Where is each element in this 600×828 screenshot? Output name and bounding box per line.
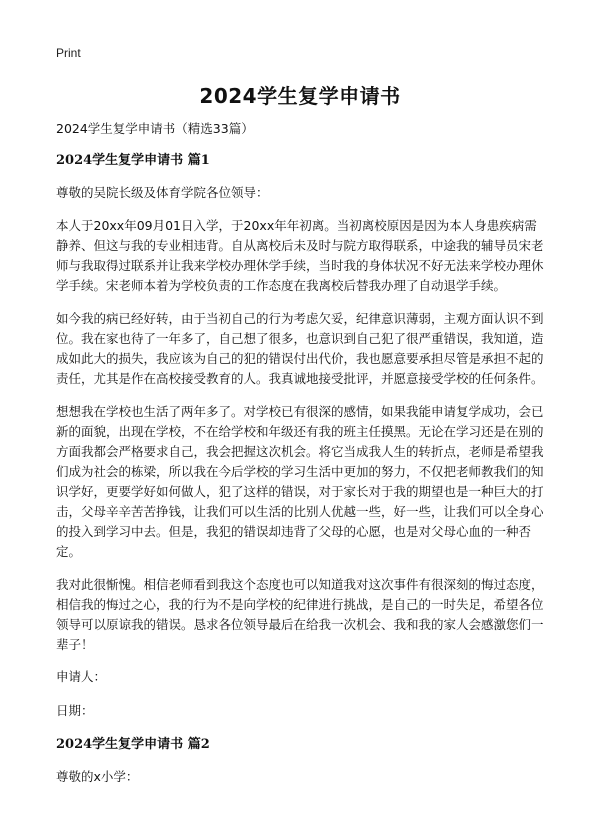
- paragraph: 我对此很惭愧。相信老师看到我这个态度也可以知道我对这次事件有很深刻的悔过态度，相信我的悔过之心，我的行为不是向学校的纪律进行挑战，是自己的一时失足，希望各位领导可以原谅我的错误。恳求各位领导最后在给我一次机会、我和我的家人会感激您们一辈子！: [56, 577, 544, 652]
- section-heading-2: 2024学生复学申请书 篇2: [56, 737, 210, 752]
- document-body: [56, 120, 546, 800]
- paragraph: 如今我的病已经好转，由于当初自己的行为考虑欠妥，纪律意识薄弱，主观方面认识不到位。我在家也待了一年多了，自己想了很多，也意识到自己犯了很严重错误，我知道，造成如此大的损失，我应该为自己的犯的错误付出代价，我也愿意要承担尽管是承担不起的责任，尤其是作在高校接受教育的人。我真诚地接受批评，并愿意接受学校的任何条件。: [56, 311, 544, 386]
- document-subtitle: 2024学生复学申请书（精选33篇）: [56, 121, 254, 136]
- salutation-1: 尊敬的吴院长级及体育学院各位领导：: [56, 185, 269, 200]
- page-title: 2024学生复学申请书: [199, 84, 401, 108]
- applicant-label: 申请人：: [56, 669, 107, 684]
- section-heading-1: 2024学生复学申请书 篇1: [56, 153, 210, 168]
- date-label: 日期：: [56, 703, 94, 718]
- salutation-2: 尊敬的x小学：: [56, 769, 139, 784]
- print-label[interactable]: Print: [56, 46, 81, 60]
- paragraph: 本人于20xx年09月01日入学，于20xx年年初离。当初离校原因是因为本人身患疾病需静养、但这与我的专业相违背。自从离校后未及时与院方取得联系，中途我的辅导员宋老师与我取得过联系并让我来学校办理休学手续，当时我的身体状况不好无法来学校办理休学手续。宋老师本着为学校负责的工作态度在我离校后替我办理了自动退学手续。: [56, 218, 544, 293]
- paragraph: 想想我在学校也生活了两年多了。对学校已有很深的感情，如果我能申请复学成功，会已新的面貌，出现在学校，不在给学校和年级还有我的班主任摸黑。无论在学习还是在别的方面我都会严格要求自己，我会把握这次机会。将它当成我人生的转折点，老师是希望我们成为社会的栋梁，所以我在今后学校的学习生活中更加的努力，不仅把老师教我们的知识学好，更要学好如何做人，犯了这样的错误，对于家长对于我的期望也是一种巨大的打击，父母辛辛苦苦挣钱，让我们可以生活的比别人优越一些，好一些，让我们可以全身心的投入到学习中去。但是，我犯的错误却违背了父母的心愿，也是对父母心血的一种否定。: [56, 404, 544, 559]
